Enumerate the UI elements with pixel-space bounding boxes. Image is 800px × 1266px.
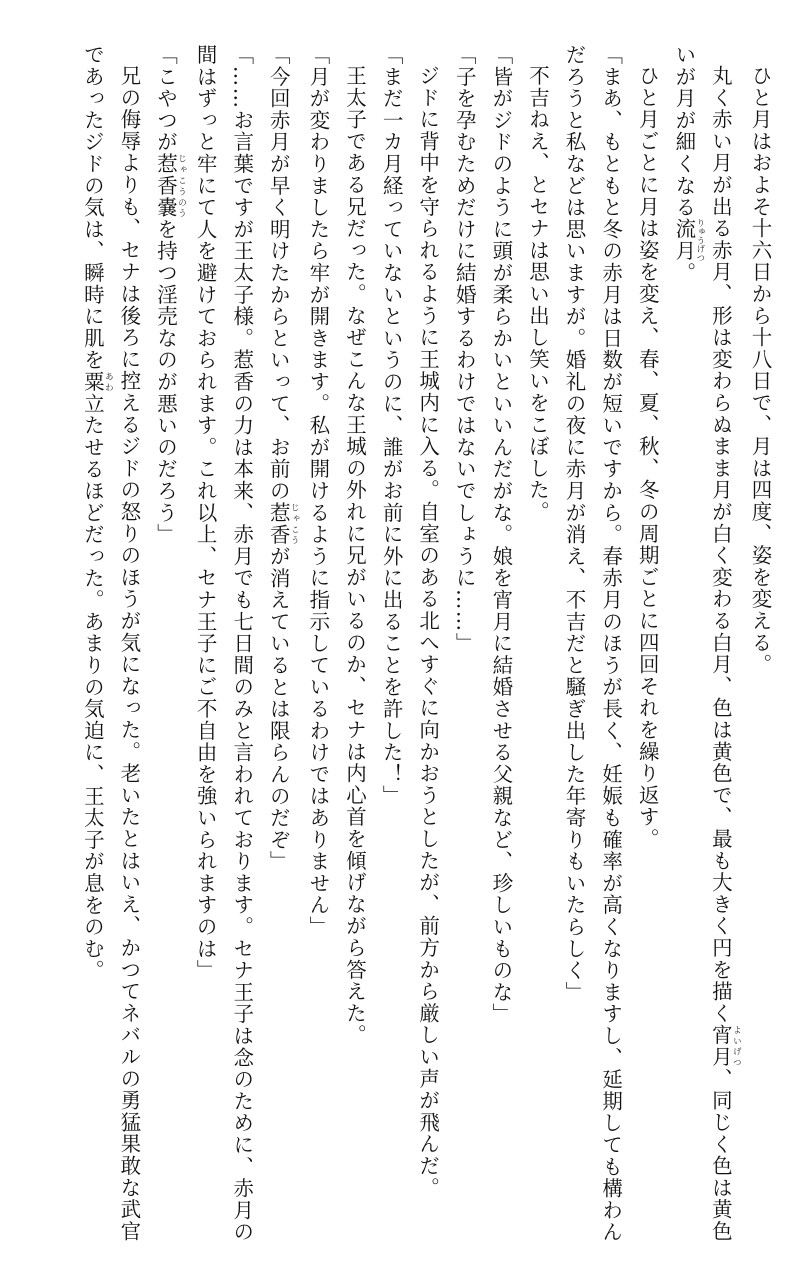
paragraph [74, 44, 147, 1244]
text-run: 「……お言葉ですが王太子様。惹香の力は本来、赤月でも七日間のみと言われております。セナ王子は念のために、赤月の間はずっと牢にて人を避けておられます。これ以上、セナ王子にご不自由を強いられますのは」 [193, 44, 254, 1243]
text-run: 、同じく色は黄色いが月が細くなる [671, 44, 733, 1242]
paragraph [519, 44, 556, 1244]
text-run: 丸く赤い月が出る赤月、形は変わらぬまま月が白く変わる白月、色は黄色で、最も大きく円を描く [708, 64, 733, 1024]
ruby-base: 惹香嚢 [153, 153, 178, 219]
ruby-annotated-word [80, 371, 114, 393]
paragraph [629, 44, 666, 1244]
ruby-annotated-word [153, 153, 187, 219]
text-run: 「今回赤月が早く明けたからといって、お前の [266, 44, 291, 502]
ruby-base: 惹香 [266, 501, 291, 546]
paragraph [555, 44, 628, 1244]
text-run: 不吉ねえ、とセナは思い出し笑いをこぼした。 [525, 64, 550, 523]
text-run: 。 [671, 262, 696, 284]
ruby-annotated-word [266, 501, 300, 546]
ruby-annotated-word [671, 218, 705, 263]
paragraph [409, 44, 446, 1244]
paragraph [665, 44, 741, 1244]
paragraph [741, 44, 778, 1244]
text-run: 「子を孕むためだけに結婚するわけではないでしょうに……」 [452, 44, 477, 655]
paragraph [336, 44, 373, 1244]
text-run: 「まだ一カ月経っていないというのに、誰がお前に外に出ることを許した！」 [379, 44, 404, 807]
paragraph [260, 44, 300, 1244]
paragraph [372, 44, 409, 1244]
text-run: が消えているとは限らんのだぞ」 [266, 545, 291, 873]
ruby-base: 粟 [80, 371, 105, 393]
text-run: 立たせるほどだった。あまりの気迫に、王太子が息をのむ。 [80, 392, 105, 982]
text-run: ひと月はおよそ十六日から十八日で、月は四度、姿を変える。 [748, 64, 772, 675]
furigana: じゃこうのう [176, 153, 187, 219]
text-run: ひと月ごとに月は姿を変え、春、夏、秋、冬の周期ごとに四回それを繰り返す。 [635, 64, 660, 850]
text-run: 「皆がジドのように頭が柔らかいといいんだがな。娘を宵月に結婚させる父親など、珍しいものな」 [488, 44, 513, 1025]
furigana: じゃこう [289, 501, 300, 546]
paragraph [187, 44, 260, 1244]
paragraph [147, 44, 187, 1244]
ruby-base: 宵月 [708, 1023, 733, 1068]
text-run: 「こやつが [153, 44, 178, 153]
text-run: 「まあ、もともと冬の赤月は日数が短いですから。春赤月のほうが長く、妊娠も確率が高くなりますし、延期しても構わんだろうと私などは思いますが。婚礼の夜に赤月が消え、不吉だと騒ぎ出した年寄りもいたらしく」 [562, 44, 623, 1243]
text-run: を持つ淫売なのが悪いのだろう」 [153, 218, 178, 546]
furigana: あわ [103, 371, 114, 393]
text-run: ジドに背中を守られるように王城内に入る。自室のある北へすぐに向かおうとしたが、前方から厳しい声が飛んだ。 [415, 64, 440, 1199]
paragraph [299, 44, 336, 1244]
ruby-annotated-word [708, 1023, 742, 1068]
paragraph [446, 44, 483, 1244]
paragraph [482, 44, 519, 1244]
vertical-text-body [8, 44, 778, 1244]
text-run: 兄の侮辱よりも、セナは後ろに控えるジドの怒りのほうが気になった。老いたとはいえ、かつてネバルの勇猛果敢な武官であったジドの気は、瞬時に肌を [80, 44, 141, 1242]
furigana: よいげつ [731, 1023, 742, 1068]
ruby-base: 流月 [671, 218, 696, 263]
text-run: 「月が変わりましたら牢が開きます。私が開けるように指示しているわけではありません」 [305, 44, 330, 938]
text-run: 王太子である兄だった。なぜこんな王城の外れに兄がいるのか、セナは内心首を傾げながら答えた。 [342, 64, 367, 1046]
furigana: りゅうげつ [694, 218, 705, 263]
